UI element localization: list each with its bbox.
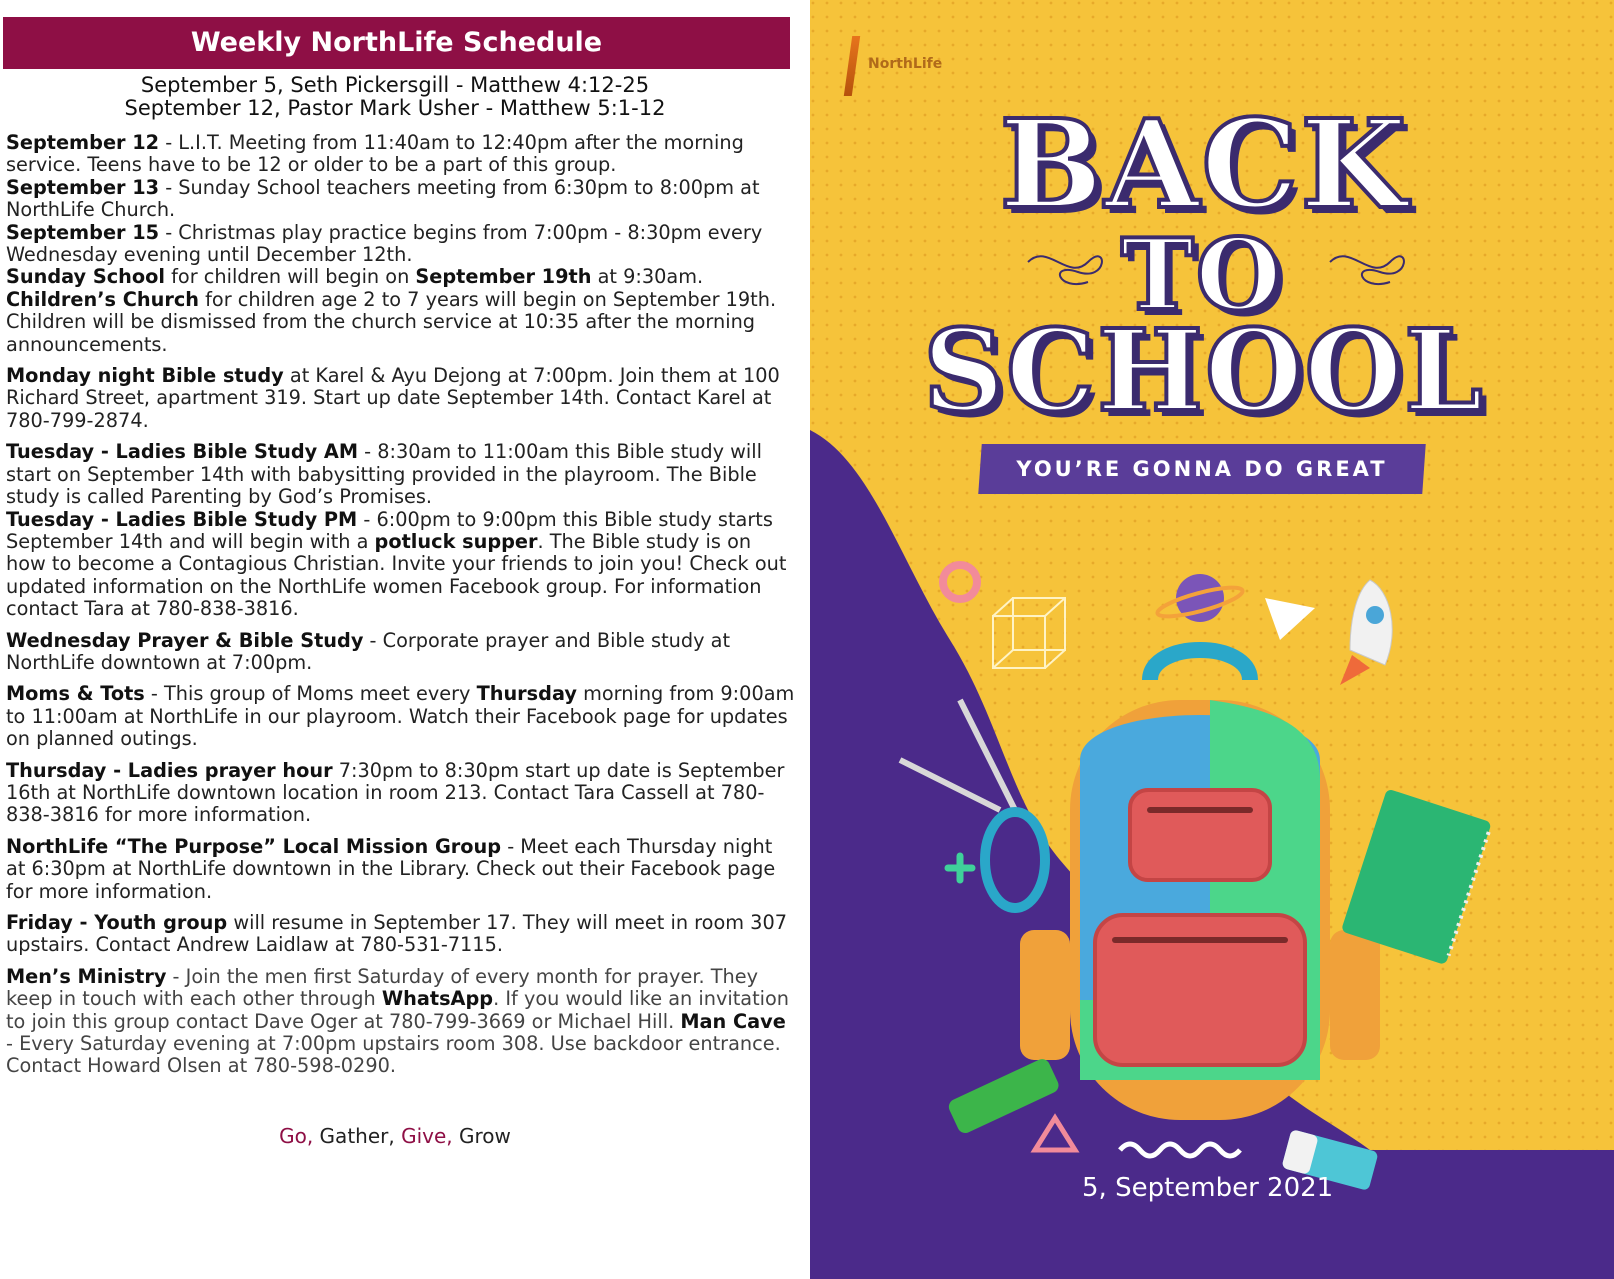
schedule-item-tuesday-pm xyxy=(6,509,796,621)
sermon-list xyxy=(0,74,790,120)
item-label: NorthLife “The Purpose” Local Mission Group xyxy=(6,834,502,858)
schedule-item-thursday xyxy=(6,760,796,827)
item-text: - Corporate prayer and Bible study at NorthLife downtown at 7:00pm. xyxy=(6,628,731,674)
item-text: at 9:30am. xyxy=(591,265,704,289)
item-label: Monday night Bible study xyxy=(6,364,284,388)
schedule-item-sep12 xyxy=(6,132,796,177)
item-text: for children will begin on xyxy=(165,265,416,289)
item-text: morning from 9:00am to 11:00am at NorthLife in our playroom. Watch their Facebook page for updates on planned outings. xyxy=(6,682,795,751)
schedule-item-mens-ministry xyxy=(6,966,796,1078)
item-text: - Christmas play practice begins from 7:00pm - 8:30pm every Wednesday evening until December 12th. xyxy=(6,220,763,267)
item-label: Sunday School xyxy=(6,265,165,289)
schedule-item-sunday-school xyxy=(6,266,796,288)
item-label: Children’s Church xyxy=(6,287,199,311)
schedule-title: Weekly NorthLife Schedule xyxy=(3,17,790,69)
schedule-item-wednesday xyxy=(6,630,796,675)
sermon-line: September 12, Pastor Mark Usher - Matthew 5:1-12 xyxy=(124,96,666,120)
item-label: September 13 xyxy=(6,175,160,199)
item-label: Tuesday - Ladies Bible Study AM xyxy=(6,440,359,464)
schedule-item-monday xyxy=(6,365,796,432)
item-label: September 15 xyxy=(6,220,160,244)
item-label: September 12 xyxy=(6,131,160,154)
motto-go: Go, xyxy=(279,1124,314,1148)
item-label: Tuesday - Ladies Bible Study PM xyxy=(6,507,358,531)
item-label: Wednesday Prayer & Bible Study xyxy=(6,628,364,652)
motto-grow: Grow xyxy=(452,1124,511,1148)
item-emphasis: Thursday xyxy=(476,682,577,706)
headline-school: SCHOOL xyxy=(923,306,1485,437)
cover-date: 5, September 2021 xyxy=(1082,1173,1334,1203)
item-text: 7:30pm to 8:30pm start up date is September 16th at NorthLife downtown location in room 213. Contact Tara Cassell at 780-838-3816 for more information. xyxy=(6,758,785,827)
item-text: for children age 2 to 7 years will begin on September 19th. Children will be dismissed from the church service at 10:35 after the morning announcements. xyxy=(6,287,777,356)
headline-to: TO xyxy=(1120,218,1284,333)
item-emphasis: Man Cave xyxy=(680,1009,786,1033)
schedule-item-childrens-church xyxy=(6,289,796,356)
motto-give: Give, xyxy=(394,1124,453,1148)
item-text: - 6:00pm to 9:00pm this Bible study starts September 14th and will begin with a xyxy=(6,507,773,553)
motto xyxy=(0,1124,790,1148)
sermon-line: September 5, Seth Pickersgill - Matthew 4:12-25 xyxy=(140,73,650,97)
church-logo: NorthLife xyxy=(868,56,943,72)
schedule-item-moms-tots xyxy=(6,683,796,750)
headline-back: BACK xyxy=(999,92,1409,236)
motto-gather: Gather, xyxy=(313,1124,395,1148)
item-text: - L.I.T. Meeting from 11:40am to 12:40pm after the morning service. Teens have to be 12 or older to be a part of this group. xyxy=(6,131,744,177)
schedule-item-sep13 xyxy=(6,177,796,222)
item-emphasis: potluck supper xyxy=(374,529,538,553)
item-label: Thursday - Ladies prayer hour xyxy=(6,758,333,782)
item-text: will resume in September 17. They will meet in room 307 upstairs. Contact Andrew Laidlaw at 780-531-7115. xyxy=(6,911,787,957)
item-text: - Every Saturday evening at 7:00pm upstairs room 308. Use backdoor entrance. Contact Howard Olsen at 780-598-0290. xyxy=(6,1032,781,1078)
schedule-page xyxy=(0,0,800,1279)
schedule-list xyxy=(6,132,796,1087)
schedule-item-purpose xyxy=(6,836,796,903)
schedule-item-friday xyxy=(6,912,796,957)
item-text: at Karel & Ayu Dejong at 7:00pm. Join them at 100 Richard Street, apartment 319. Start up date September 14th. Contact Karel at 780-799-2874. xyxy=(6,364,780,432)
item-label: Men’s Ministry xyxy=(6,964,167,988)
item-emphasis: WhatsApp xyxy=(381,987,494,1011)
item-text: - This group of Moms meet every xyxy=(144,682,477,706)
item-text: - Join the men first Saturday of every month for prayer. They keep in touch with each other through xyxy=(6,964,759,1011)
item-text: - Sunday School teachers meeting from 6:30pm to 8:00pm at NorthLife Church. xyxy=(6,175,760,222)
item-text: . The Bible study is on how to become a Contagious Christian. Invite your friends to join you! Check out updated information on the NorthLife women Facebook group. For information contact Tara at 780-838-3816. xyxy=(6,529,787,621)
item-text: - 8:30am to 11:00am this Bible study will start on September 14th with babysitting provided in the playroom. The Bible study is called Parenting by God’s Promises. xyxy=(6,440,762,509)
item-text: - Meet each Thursday night at 6:30pm at NorthLife downtown in the Library. Check out their Facebook page for more information. xyxy=(6,834,776,903)
item-text: . If you would like an invitation to join this group contact Dave Oger at 780-799-3669 or Michael Hill. xyxy=(6,987,790,1033)
item-label: Moms & Tots xyxy=(6,682,145,706)
item-emphasis: September 19th xyxy=(415,265,592,289)
schedule-item-tuesday-am xyxy=(6,441,796,508)
cover-page xyxy=(810,0,1614,1279)
item-label: Friday - Youth group xyxy=(6,911,228,934)
tagline-text: YOU’RE GONNA DO GREAT xyxy=(1016,457,1388,481)
schedule-item-sep15 xyxy=(6,222,796,267)
